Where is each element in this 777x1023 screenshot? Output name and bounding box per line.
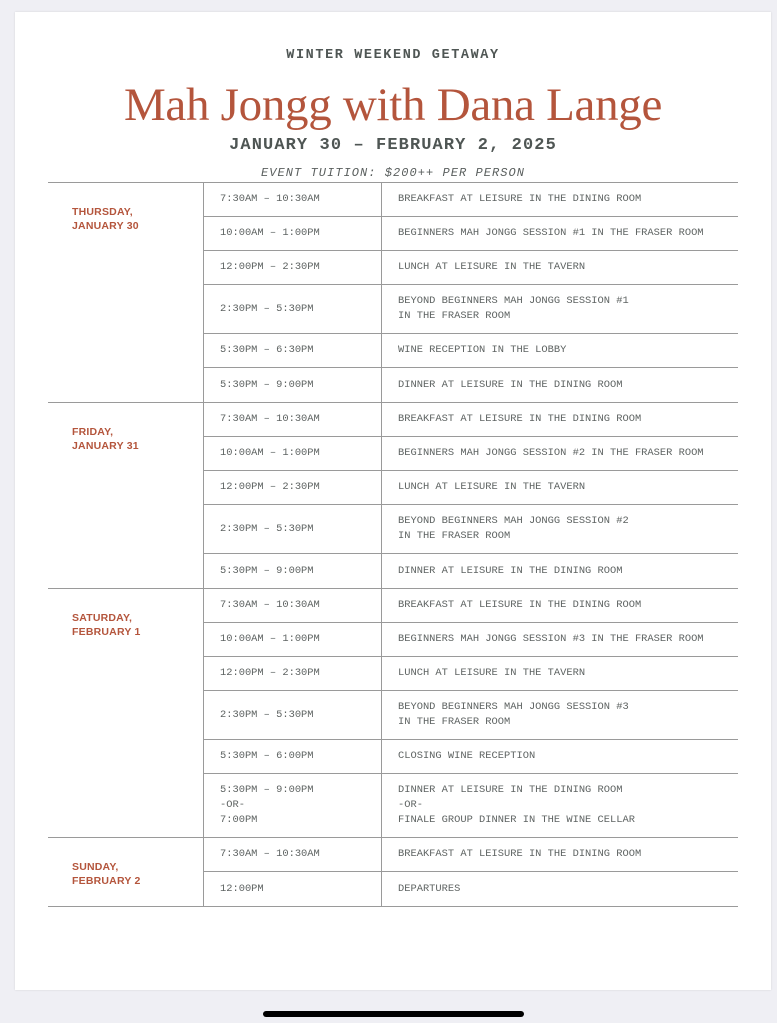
page-title: Mah Jongg with Dana Lange [123, 79, 663, 131]
event-tuition: EVENT TUITION: $200++ PER PERSON [260, 166, 526, 180]
table-row [204, 334, 738, 368]
event-cell: DEPARTURES [398, 882, 461, 895]
time-cell: 12:00PM – 2:30PM [204, 657, 382, 690]
table-row [204, 251, 738, 285]
event-dates: JANUARY 30 – FEBRUARY 2, 2025 [229, 136, 557, 155]
time-cell: 10:00AM – 1:00PM [204, 217, 382, 250]
time-cell: 12:00PM [204, 872, 382, 906]
time-cell: 2:30PM – 5:30PM [204, 691, 382, 739]
schedule-page [15, 12, 771, 990]
event-cell: LUNCH AT LEISURE IN THE TAVERN [398, 667, 586, 679]
day-label: THURSDAY, JANUARY 30 [48, 183, 204, 402]
day-section [48, 589, 738, 838]
table-row [204, 368, 738, 402]
time-cell: 5:30PM – 6:30PM [204, 334, 382, 367]
table-row [204, 554, 738, 588]
event-cell: BREAKFAST AT LEISURE IN THE DINING ROOM [398, 599, 642, 611]
event-cell: DINNER AT LEISURE IN THE DINING ROOM [398, 564, 623, 577]
event-cell: BEYOND BEGINNERS MAH JONGG SESSION #3 IN THE FRASER ROOM [398, 701, 629, 728]
time-cell: 10:00AM – 1:00PM [204, 623, 382, 656]
event-cell: BEGINNERS MAH JONGG SESSION #2 IN THE FRASER ROOM [398, 447, 704, 459]
schedule-table [48, 182, 738, 907]
event-cell: CLOSING WINE RECEPTION [398, 750, 536, 762]
time-cell: 5:30PM – 9:00PM [204, 368, 382, 402]
table-row [204, 589, 738, 623]
time-cell: 5:30PM – 9:00PM -OR- 7:00PM [204, 774, 382, 837]
time-cell: 10:00AM – 1:00PM [204, 437, 382, 470]
event-cell: DINNER AT LEISURE IN THE DINING ROOM [398, 378, 623, 391]
time-cell: 5:30PM – 6:00PM [204, 740, 382, 773]
event-cell: BREAKFAST AT LEISURE IN THE DINING ROOM [398, 193, 642, 205]
day-label: FRIDAY, JANUARY 31 [48, 403, 204, 588]
table-row [204, 471, 738, 505]
event-kicker: WINTER WEEKEND GETAWAY [286, 48, 500, 63]
table-row [204, 872, 738, 906]
table-row [204, 403, 738, 437]
event-cell: DINNER AT LEISURE IN THE DINING ROOM -OR- FINALE GROUP DINNER IN THE WINE CELLAR [398, 784, 635, 826]
time-cell: 5:30PM – 9:00PM [204, 554, 382, 588]
day-label: SATURDAY, FEBRUARY 1 [48, 589, 204, 837]
home-indicator[interactable] [263, 1011, 524, 1017]
time-cell: 7:30AM – 10:30AM [204, 838, 382, 871]
table-row [204, 838, 738, 872]
event-cell: WINE RECEPTION IN THE LOBBY [398, 344, 567, 356]
table-row [204, 217, 738, 251]
time-cell: 7:30AM – 10:30AM [204, 589, 382, 622]
table-row [204, 183, 738, 217]
time-cell: 2:30PM – 5:30PM [204, 285, 382, 333]
table-row [204, 774, 738, 837]
table-row [204, 285, 738, 334]
event-cell: BEYOND BEGINNERS MAH JONGG SESSION #1 IN THE FRASER ROOM [398, 295, 629, 322]
time-cell: 12:00PM – 2:30PM [204, 471, 382, 504]
event-cell: LUNCH AT LEISURE IN THE TAVERN [398, 261, 586, 273]
event-cell: BREAKFAST AT LEISURE IN THE DINING ROOM [398, 848, 642, 860]
event-cell: BEYOND BEGINNERS MAH JONGG SESSION #2 IN THE FRASER ROOM [398, 515, 629, 542]
table-row [204, 740, 738, 774]
table-row [204, 691, 738, 740]
table-row [204, 657, 738, 691]
table-row [204, 437, 738, 471]
event-cell: BEGINNERS MAH JONGG SESSION #3 IN THE FRASER ROOM [398, 633, 704, 645]
table-row [204, 623, 738, 657]
event-cell: BEGINNERS MAH JONGG SESSION #1 IN THE FRASER ROOM [398, 227, 704, 239]
day-label: SUNDAY, FEBRUARY 2 [48, 838, 204, 906]
day-section [48, 403, 738, 589]
time-cell: 7:30AM – 10:30AM [204, 403, 382, 436]
event-cell: LUNCH AT LEISURE IN THE TAVERN [398, 481, 586, 493]
day-section [48, 183, 738, 403]
event-cell: BREAKFAST AT LEISURE IN THE DINING ROOM [398, 413, 642, 425]
day-section [48, 838, 738, 907]
time-cell: 12:00PM – 2:30PM [204, 251, 382, 284]
table-row [204, 505, 738, 554]
time-cell: 7:30AM – 10:30AM [204, 183, 382, 216]
time-cell: 2:30PM – 5:30PM [204, 505, 382, 553]
